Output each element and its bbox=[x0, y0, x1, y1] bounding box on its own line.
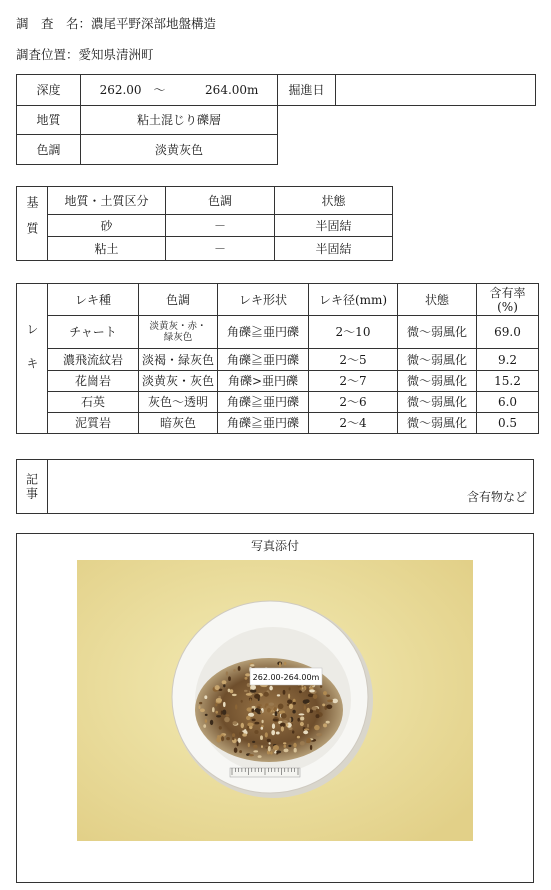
gravel-grain bbox=[228, 676, 231, 681]
gravel-cell-type: チャート bbox=[48, 316, 139, 349]
gravel-grain bbox=[224, 717, 230, 723]
gravel-grain bbox=[303, 730, 308, 734]
gravel-grain bbox=[245, 677, 248, 680]
table-row bbox=[17, 316, 539, 349]
depth-sep: 〜 bbox=[153, 83, 166, 97]
gravel-grain bbox=[237, 741, 239, 746]
depth-to: 264.00m bbox=[205, 83, 259, 97]
depth-from: 262.00 bbox=[99, 83, 142, 97]
gravel-grain bbox=[307, 724, 309, 728]
gravel-cell-size: 2〜7 bbox=[309, 371, 398, 392]
sample-tag-text: 262.00-264.00m bbox=[252, 673, 320, 682]
gravel-cell-shape: 角礫≧亜円礫 bbox=[218, 349, 309, 371]
table-row bbox=[17, 349, 539, 371]
matrix-cell-color: － bbox=[166, 237, 275, 261]
survey-location-row bbox=[16, 45, 154, 63]
gravel-grain bbox=[254, 694, 260, 699]
gravel-grain bbox=[261, 727, 264, 730]
gravel-grain bbox=[253, 745, 257, 749]
gravel-cell-state: 微〜弱風化 bbox=[398, 392, 477, 413]
gravel-grain bbox=[248, 743, 250, 747]
gravel-grain bbox=[233, 721, 238, 725]
gravel-grain bbox=[223, 684, 225, 687]
gravel-grain bbox=[215, 703, 218, 706]
gravel-grain bbox=[326, 705, 332, 710]
gravel-grain bbox=[250, 664, 254, 666]
gravel-cell-type: 濃飛流紋岩 bbox=[48, 349, 139, 371]
gravel-cell-size: 2〜10 bbox=[309, 316, 398, 349]
matrix-table bbox=[16, 186, 393, 261]
gravel-grain bbox=[286, 723, 289, 727]
gravel-grain bbox=[310, 745, 312, 750]
gravel-table bbox=[16, 283, 539, 434]
gravel-grain bbox=[254, 722, 259, 725]
date-label: 掘進日 bbox=[278, 75, 336, 106]
gravel-cell-shape: 角礫>亜円礫 bbox=[218, 371, 309, 392]
gravel-grain bbox=[228, 689, 231, 693]
gravel-grain bbox=[323, 691, 327, 695]
gravel-grain bbox=[292, 710, 295, 714]
gravel-grain bbox=[269, 686, 273, 691]
matrix-header-color: 色調 bbox=[166, 187, 275, 215]
gravel-cell-type: 花崗岩 bbox=[48, 371, 139, 392]
gravel-grain bbox=[205, 714, 208, 716]
gravel-grain bbox=[306, 741, 310, 743]
gravel-grain bbox=[294, 748, 297, 753]
geology-label: 地質 bbox=[17, 106, 81, 135]
gravel-cell-type: 石英 bbox=[48, 392, 139, 413]
gravel-grain bbox=[241, 723, 244, 728]
gravel-header-state: 状態 bbox=[398, 284, 477, 316]
gravel-grain bbox=[254, 730, 258, 734]
gravel-grain bbox=[244, 690, 248, 692]
color-value: 淡黄灰色 bbox=[81, 135, 278, 165]
gravel-cell-state: 微〜弱風化 bbox=[398, 413, 477, 434]
gravel-cell-ratio: 15.2 bbox=[477, 371, 539, 392]
gravel-grain bbox=[273, 707, 277, 711]
matrix-cell-color: － bbox=[166, 215, 275, 237]
depth-range bbox=[81, 75, 278, 106]
table-row bbox=[17, 413, 539, 434]
gravel-grain bbox=[232, 733, 235, 737]
gravel-header-type: レキ種 bbox=[48, 284, 139, 316]
gravel-grain bbox=[200, 709, 205, 713]
gravel-grain bbox=[278, 704, 284, 710]
matrix-cell-type: 粘土 bbox=[48, 237, 166, 261]
gravel-grain bbox=[226, 737, 230, 740]
gravel-grain bbox=[269, 703, 274, 706]
gravel-grain bbox=[275, 711, 278, 716]
gravel-grain bbox=[249, 699, 251, 704]
gravel-grain bbox=[252, 719, 256, 722]
gravel-grain bbox=[222, 680, 227, 684]
gravel-grain bbox=[226, 714, 230, 716]
gravel-grain bbox=[288, 694, 290, 699]
gravel-cell-shape: 角礫≧亜円礫 bbox=[218, 392, 309, 413]
survey-name-label: 調 査 名： bbox=[16, 16, 92, 31]
gravel-grain bbox=[288, 745, 291, 747]
gravel-grain bbox=[216, 698, 222, 703]
gravel-grain bbox=[271, 730, 275, 735]
gravel-grain bbox=[292, 730, 294, 733]
gravel-grain bbox=[258, 755, 262, 758]
gravel-grain bbox=[281, 713, 287, 718]
gravel-cell-shape: 角礫≧亜円礫 bbox=[218, 413, 309, 434]
gravel-grain bbox=[260, 710, 262, 714]
gravel-grain bbox=[235, 704, 237, 709]
gravel-grain bbox=[313, 694, 318, 699]
gravel-grain bbox=[316, 714, 320, 718]
gravel-grain bbox=[273, 719, 279, 721]
gravel-grain bbox=[250, 685, 256, 690]
gravel-grain bbox=[326, 695, 330, 697]
gravel-grain bbox=[215, 711, 218, 714]
gravel-grain bbox=[267, 708, 271, 713]
sample-photo bbox=[77, 560, 473, 841]
notes-text: 含有物など bbox=[466, 490, 527, 504]
gravel-grain bbox=[283, 742, 286, 744]
gravel-grain bbox=[297, 736, 300, 739]
notes-label-cell bbox=[17, 460, 48, 513]
gravel-grain bbox=[268, 746, 271, 752]
gravel-grain bbox=[284, 745, 287, 748]
gravel-grain bbox=[289, 704, 293, 709]
gravel-grain bbox=[203, 724, 206, 728]
gravel-grain bbox=[215, 685, 220, 690]
gravel-header-shape: レキ形状 bbox=[218, 284, 309, 316]
gravel-grain bbox=[221, 736, 224, 741]
gravel-grain bbox=[219, 726, 222, 730]
matrix-cell-type: 砂 bbox=[48, 215, 166, 237]
gravel-grain bbox=[327, 700, 333, 703]
gravel-grain bbox=[300, 722, 304, 726]
date-value bbox=[336, 75, 536, 106]
gravel-grain bbox=[314, 725, 320, 730]
gravel-grain bbox=[261, 745, 263, 748]
table-row bbox=[17, 215, 393, 237]
gravel-grain bbox=[246, 693, 252, 696]
gravel-cell-state: 微〜弱風化 bbox=[398, 316, 477, 349]
gravel-grain bbox=[277, 694, 280, 696]
gravel-grain bbox=[297, 718, 300, 722]
gravel-grain bbox=[304, 705, 306, 710]
matrix-cell-state: 半固結 bbox=[275, 237, 393, 261]
gravel-grain bbox=[249, 754, 254, 756]
gravel-header-ratio: 含有率 (%) bbox=[477, 284, 539, 316]
gravel-grain bbox=[222, 710, 226, 715]
gravel-grain bbox=[270, 751, 273, 754]
gravel-grain bbox=[239, 750, 242, 753]
gravel-grain bbox=[204, 695, 207, 699]
color-label: 色調 bbox=[17, 135, 81, 165]
gravel-grain bbox=[293, 702, 296, 705]
gravel-cell-color: 暗灰色 bbox=[139, 413, 218, 434]
gravel-grain bbox=[300, 717, 304, 721]
gravel-grain bbox=[247, 707, 253, 711]
matrix-side-label: 基質 bbox=[17, 187, 48, 261]
survey-name-row bbox=[16, 14, 216, 32]
gravel-cell-size: 2〜6 bbox=[309, 392, 398, 413]
gravel-cell-color: 淡褐・緑灰色 bbox=[139, 349, 218, 371]
survey-location-label: 調査位置： bbox=[16, 47, 79, 62]
gravel-grain bbox=[279, 662, 281, 667]
gravel-grain bbox=[265, 732, 268, 737]
gravel-grain bbox=[226, 671, 228, 675]
gravel-grain bbox=[322, 704, 325, 707]
gravel-cell-ratio: 0.5 bbox=[477, 413, 539, 434]
gravel-grain bbox=[316, 733, 322, 736]
gravel-grain bbox=[264, 692, 269, 697]
gravel-grain bbox=[293, 743, 296, 748]
gravel-grain bbox=[205, 719, 207, 723]
gravel-grain bbox=[281, 726, 284, 731]
gravel-cell-color: 灰色〜透明 bbox=[139, 392, 218, 413]
gravel-cell-type: 泥質岩 bbox=[48, 413, 139, 434]
gravel-cell-size: 2〜4 bbox=[309, 413, 398, 434]
gravel-grain bbox=[284, 662, 287, 666]
gravel-grain bbox=[199, 705, 201, 709]
gravel-grain bbox=[199, 702, 202, 704]
gravel-cell-color: 淡黄灰・灰色 bbox=[139, 371, 218, 392]
gravel-grain bbox=[252, 741, 255, 743]
gravel-grain bbox=[276, 751, 281, 754]
gravel-header-color: 色調 bbox=[139, 284, 218, 316]
gravel-grain bbox=[230, 689, 234, 693]
gravel-side-label: レキ bbox=[17, 284, 48, 434]
gravel-grain bbox=[247, 723, 253, 727]
gravel-cell-state: 微〜弱風化 bbox=[398, 349, 477, 371]
gravel-grain bbox=[284, 749, 289, 753]
geology-table bbox=[16, 105, 278, 165]
gravel-grain bbox=[307, 708, 310, 713]
survey-location-value: 愛知県清洲町 bbox=[78, 47, 154, 62]
gravel-grain bbox=[283, 690, 286, 695]
gravel-grain bbox=[246, 716, 251, 720]
matrix-cell-state: 半固結 bbox=[275, 215, 393, 237]
gravel-grain bbox=[287, 700, 292, 704]
gravel-grain bbox=[242, 733, 247, 736]
gravel-cell-shape: 角礫≧亜円礫 bbox=[218, 316, 309, 349]
gravel-grain bbox=[276, 732, 280, 735]
geology-value: 粘土混じり礫層 bbox=[81, 106, 278, 135]
gravel-grain bbox=[238, 666, 241, 671]
gravel-cell-size: 2〜5 bbox=[309, 349, 398, 371]
notes-box bbox=[16, 459, 534, 514]
gravel-grain bbox=[252, 706, 256, 709]
survey-name-value: 濃尾平野深部地盤構造 bbox=[91, 16, 217, 31]
gravel-grain bbox=[309, 689, 315, 692]
gravel-grain bbox=[323, 723, 327, 727]
table-row bbox=[17, 237, 393, 261]
gravel-grain bbox=[234, 748, 238, 753]
gravel-grain bbox=[265, 747, 268, 749]
gravel-cell-ratio: 6.0 bbox=[477, 392, 539, 413]
gravel-grain bbox=[257, 704, 262, 706]
gravel-cell-state: 微〜弱風化 bbox=[398, 371, 477, 392]
table-row bbox=[17, 392, 539, 413]
gravel-cell-ratio: 69.0 bbox=[477, 316, 539, 349]
gravel-grain bbox=[272, 723, 275, 729]
depth-label: 深度 bbox=[17, 75, 81, 106]
gravel-grain bbox=[305, 699, 310, 703]
gravel-grain bbox=[289, 687, 291, 690]
gravel-grain bbox=[233, 669, 235, 672]
gravel-grain bbox=[212, 707, 215, 712]
gravel-grain bbox=[326, 721, 330, 724]
gravel-grain bbox=[269, 742, 271, 744]
gravel-grain bbox=[241, 700, 243, 703]
gravel-grain bbox=[298, 685, 302, 687]
gravel-grain bbox=[265, 705, 267, 708]
gravel-grain bbox=[262, 720, 264, 723]
gravel-grain bbox=[216, 737, 221, 742]
gravel-grain bbox=[210, 720, 213, 725]
photo-title: 写真添付 bbox=[250, 539, 299, 553]
gravel-grain bbox=[232, 737, 234, 740]
gravel-header-size: レキ径(mm) bbox=[309, 284, 398, 316]
gravel-grain bbox=[304, 728, 309, 730]
gravel-grain bbox=[289, 718, 291, 723]
table-row bbox=[17, 371, 539, 392]
gravel-grain bbox=[245, 673, 250, 676]
gravel-grain bbox=[267, 739, 271, 742]
gravel-grain bbox=[223, 702, 226, 707]
gravel-grain bbox=[299, 690, 302, 693]
gravel-grain bbox=[300, 741, 305, 745]
gravel-grain bbox=[260, 735, 263, 740]
matrix-header-type: 地質・土質区分 bbox=[48, 187, 166, 215]
gravel-grain bbox=[216, 715, 221, 717]
gravel-grain bbox=[298, 713, 304, 715]
gravel-grain bbox=[316, 709, 320, 713]
notes-label: 記事 bbox=[24, 472, 39, 501]
gravel-cell-color: 淡黄灰・赤・ 緑灰色 bbox=[139, 316, 218, 349]
gravel-grain bbox=[232, 694, 237, 696]
matrix-header-state: 状態 bbox=[275, 187, 393, 215]
depth-table bbox=[16, 74, 536, 106]
gravel-grain bbox=[253, 750, 258, 752]
gravel-cell-ratio: 9.2 bbox=[477, 349, 539, 371]
